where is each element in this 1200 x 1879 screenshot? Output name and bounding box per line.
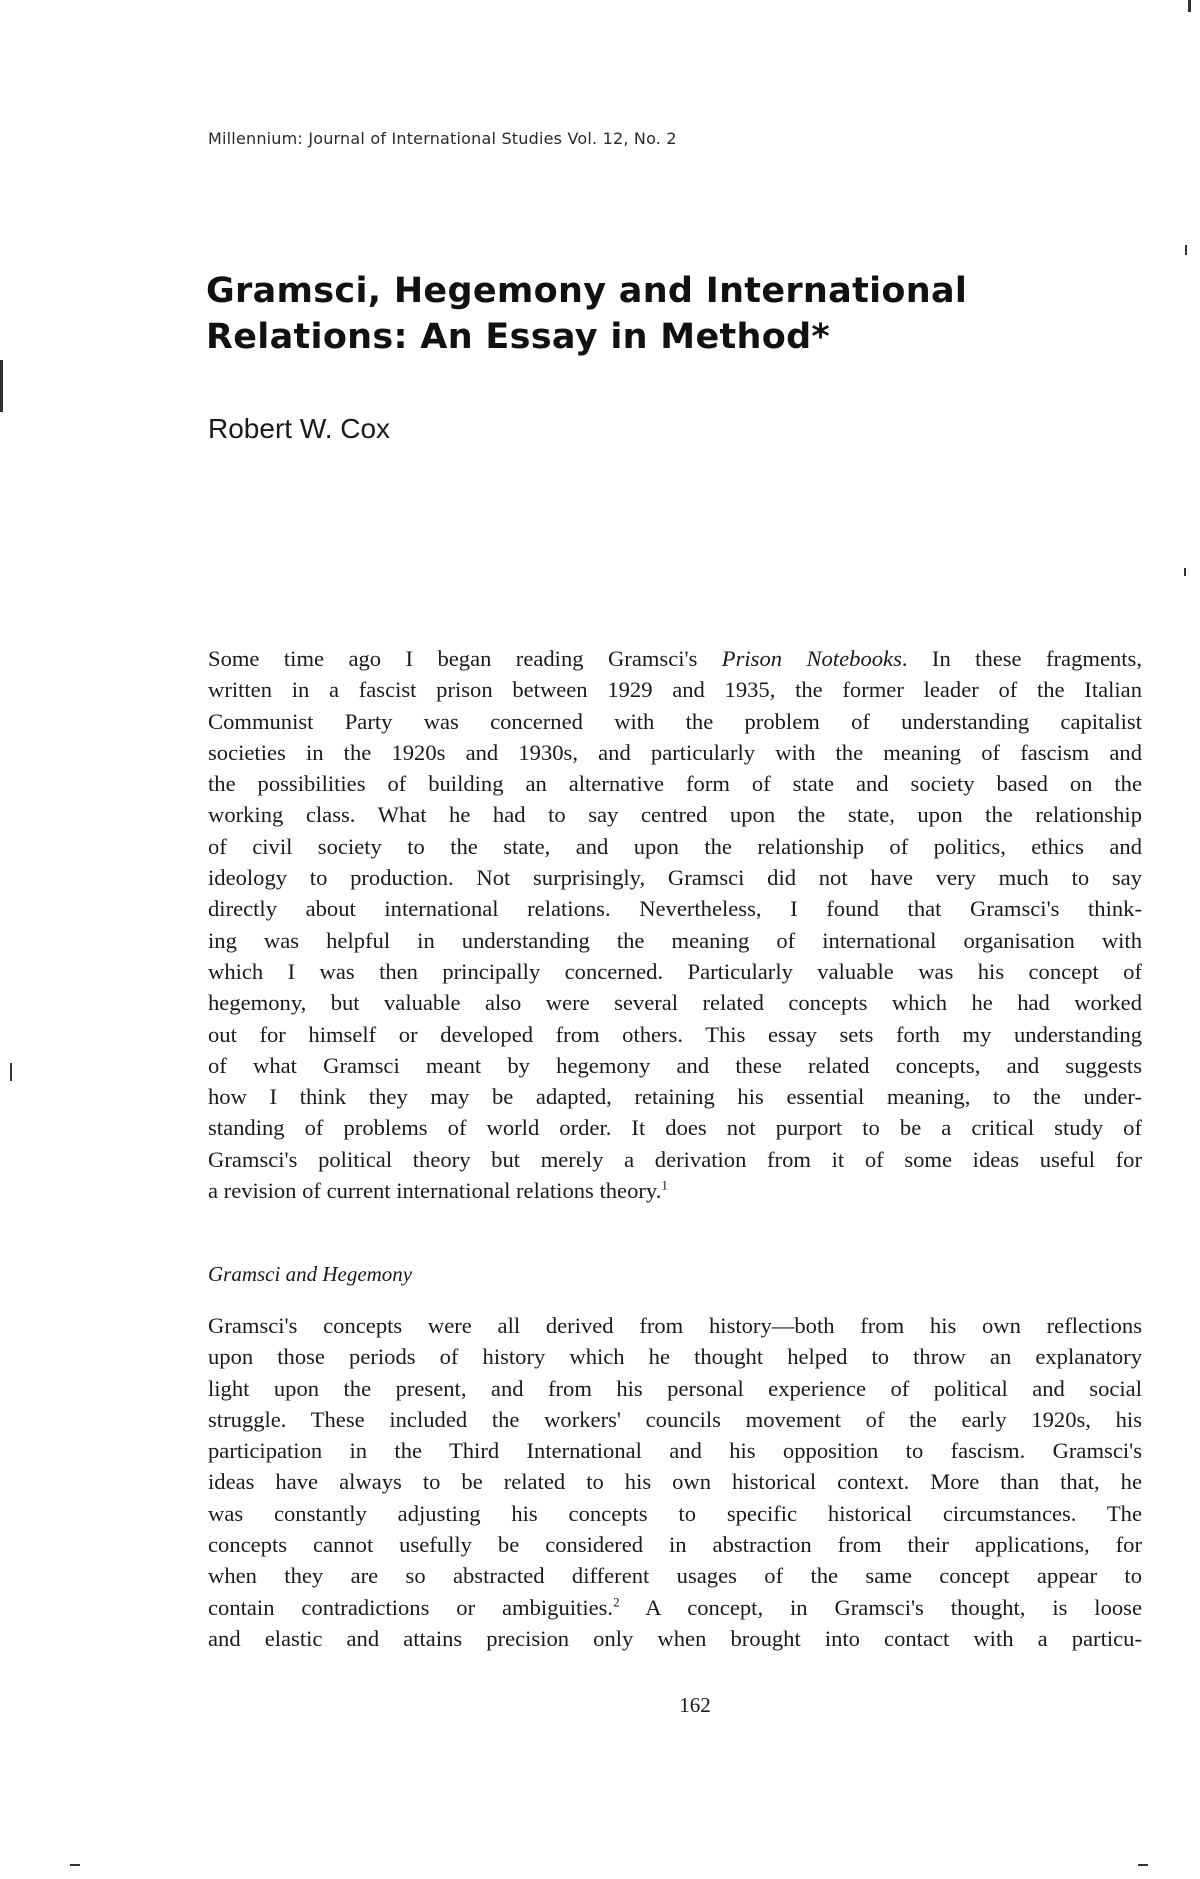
paragraph-2-line: light upon the present, and from his personal experience of political and social bbox=[208, 1375, 1142, 1401]
paragraph-2-line: and elastic and attains precision only when brought into contact with a particu- bbox=[208, 1625, 1142, 1651]
paragraph-1-line: out for himself or developed from others. This essay sets forth my understanding bbox=[208, 1021, 1142, 1047]
paragraph-1-line: ideology to production. Not surprisingly, Gramsci did not have very much to say bbox=[208, 865, 1142, 891]
scan-artifact-left-2 bbox=[10, 1063, 12, 1081]
article-title bbox=[206, 268, 1026, 360]
line-text: a revision of current international relations theory. bbox=[208, 1178, 662, 1204]
paragraph-2-line: struggle. These included the workers' councils movement of the early 1920s, his bbox=[208, 1406, 1142, 1432]
paragraph-1-line: of civil society to the state, and upon the relationship of politics, ethics and bbox=[208, 833, 1142, 859]
book-title: Prison Notebooks bbox=[721, 646, 902, 671]
paragraph-1 bbox=[208, 643, 1142, 1206]
paragraph-1-line: hegemony, but valuable also were several related concepts which he had worked bbox=[208, 990, 1142, 1016]
paragraph-1-line: societies in the 1920s and 1930s, and particularly with the meaning of fascism and bbox=[208, 739, 1142, 765]
line-text: Some time ago I began reading Gramsci's Prison Notebooks. In these fragments, bbox=[208, 646, 1142, 671]
footnote-ref-2: 2 bbox=[613, 1594, 620, 1610]
paragraph-1-line bbox=[208, 643, 1142, 674]
scan-artifact-bottom-1 bbox=[70, 1864, 80, 1866]
scan-artifact-top-right bbox=[1188, 0, 1191, 12]
title-line-2: Relations: An Essay in Method* bbox=[206, 317, 831, 357]
paragraph-2-line: was constantly adjusting his concepts to specific historical circumstances. The bbox=[208, 1500, 1142, 1526]
paragraph-1-line: which I was then principally concerned. Particularly valuable was his concept of bbox=[208, 958, 1142, 984]
paragraph-2-line: ideas have always to be related to his own historical context. More than that, he bbox=[208, 1469, 1142, 1495]
paragraph-1-line: working class. What he had to say centred upon the state, upon the relationship bbox=[208, 802, 1142, 828]
scan-artifact-right-2 bbox=[1184, 568, 1186, 576]
paragraph-1-line: directly about international relations. Nevertheless, I found that Gramsci's think- bbox=[208, 896, 1142, 922]
author-name: Robert W. Cox bbox=[208, 413, 391, 444]
paragraph-1-line: how I think they may be adapted, retaining his essential meaning, to the under- bbox=[208, 1084, 1142, 1110]
paragraph-1-line: ing was helpful in understanding the meaning of international organisation with bbox=[208, 927, 1142, 953]
journal-header: Millennium: Journal of International Studies Vol. 12, No. 2 bbox=[208, 129, 677, 148]
paragraph-1-line: Gramsci's political theory but merely a derivation from it of some ideas useful for bbox=[208, 1146, 1142, 1172]
paragraph-1-line: written in a fascist prison between 1929 and 1935, the former leader of the Italian bbox=[208, 677, 1142, 703]
page-number: 162 bbox=[679, 1693, 711, 1717]
scan-artifact-right-1 bbox=[1185, 245, 1187, 255]
paragraph-2-line: concepts cannot usefully be considered in abstraction from their applications, for bbox=[208, 1532, 1142, 1558]
paragraph-1-line: standing of problems of world order. It does not purport to be a critical study of bbox=[208, 1115, 1142, 1141]
paragraph-2-line: when they are so abstracted different usages of the same concept appear to bbox=[208, 1563, 1142, 1589]
paragraph-1-last-line bbox=[208, 1175, 1142, 1206]
paragraph-2-line: participation in the Third International and his opposition to fascism. Gramsci's bbox=[208, 1438, 1142, 1464]
paragraph-2-line: upon those periods of history which he thought helped to throw an explanatory bbox=[208, 1344, 1142, 1370]
scan-artifact-left-1 bbox=[0, 360, 3, 412]
footnote-ref-1: 1 bbox=[661, 1177, 668, 1193]
section-heading: Gramsci and Hegemony bbox=[208, 1262, 413, 1286]
paragraph-2-line-with-footnote bbox=[208, 1592, 1142, 1623]
scan-artifact-bottom-2 bbox=[1138, 1864, 1148, 1866]
line-text: contain contradictions or ambiguities.$^2$ A concept, in Gramsci's thought, is loose bbox=[208, 1594, 1142, 1620]
paragraph-2 bbox=[208, 1310, 1142, 1654]
paragraph-1-line: the possibilities of building an alternative form of state and society based on the bbox=[208, 771, 1142, 797]
paragraph-1-line: Communist Party was concerned with the problem of understanding capitalist bbox=[208, 708, 1142, 734]
paragraph-1-line: of what Gramsci meant by hegemony and these related concepts, and suggests bbox=[208, 1052, 1142, 1078]
title-line-1: Gramsci, Hegemony and International bbox=[206, 271, 968, 311]
paragraph-2-line: Gramsci's concepts were all derived from history—both from his own reflections bbox=[208, 1313, 1142, 1338]
